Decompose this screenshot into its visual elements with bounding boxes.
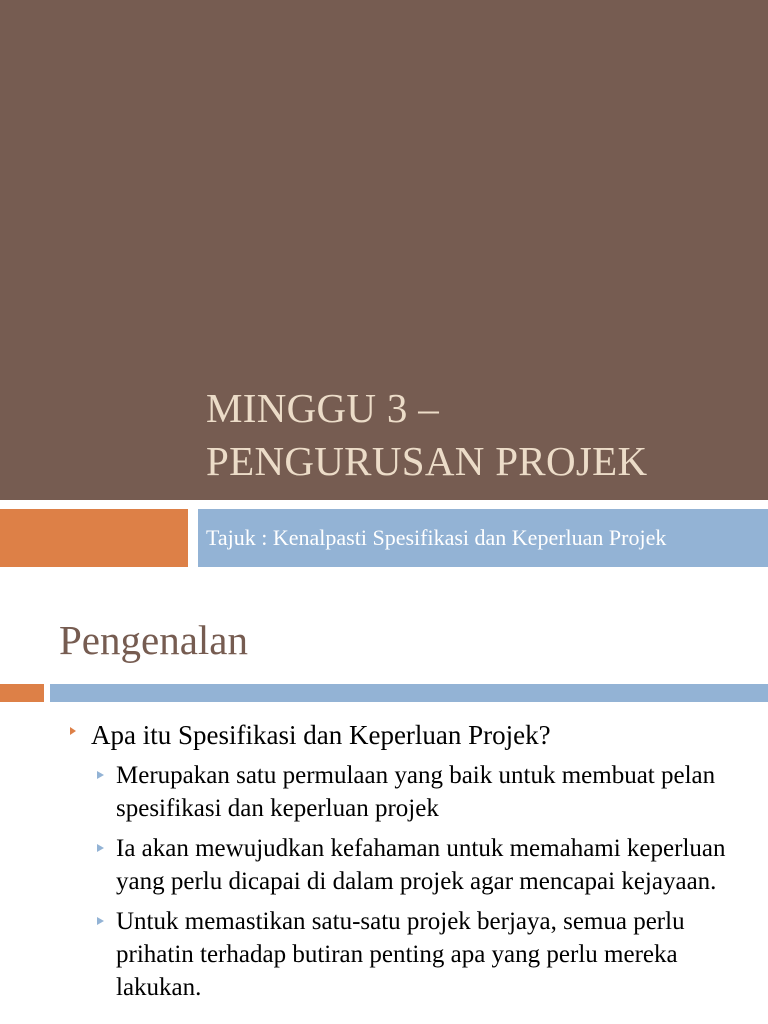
sub-bullet-text: Ia akan mewujudkan kefahaman untuk memahami keperluan yang perlu dicapai di dalam projek agar mencapai kejayaan. (116, 835, 726, 895)
sub-bullet-item (0, 759, 768, 825)
accent-bar-blue (50, 684, 768, 702)
sub-bullet-arrow-icon (97, 844, 104, 852)
sub-bullet-arrow-icon (97, 917, 104, 925)
content-slide-title: Pengenalan (59, 617, 248, 663)
slide-title (206, 382, 766, 488)
slide-title-line-2: PENGURUSAN PROJEK (206, 438, 648, 484)
accent-bar-orange-small (0, 684, 44, 702)
sub-bullet-item (0, 832, 768, 898)
accent-bar-orange (0, 509, 188, 567)
sub-bullet-text: Merupakan satu permulaan yang baik untuk membuat pelan spesifikasi dan keperluan projek (116, 762, 716, 822)
sub-bullet-text: Untuk memastikan satu-satu projek berjaya, semua perlu prihatin terhadap butiran penting apa yang perlu mereka lakukan. (116, 908, 685, 1001)
content-slide (0, 576, 768, 1024)
slide-title-line-1: MINGGU 3 – (206, 385, 440, 431)
bullet-item (0, 719, 768, 751)
sub-bullet-arrow-icon (97, 771, 104, 779)
sub-bullet-item (0, 905, 768, 1004)
bullet-arrow-icon (70, 727, 76, 735)
bullet-list (0, 719, 768, 1011)
bullet-text: Apa itu Spesifikasi dan Keperluan Projek? (91, 720, 551, 750)
slide-subtitle: Tajuk : Kenalpasti Spesifikasi dan Keperluan Projek (206, 525, 667, 550)
